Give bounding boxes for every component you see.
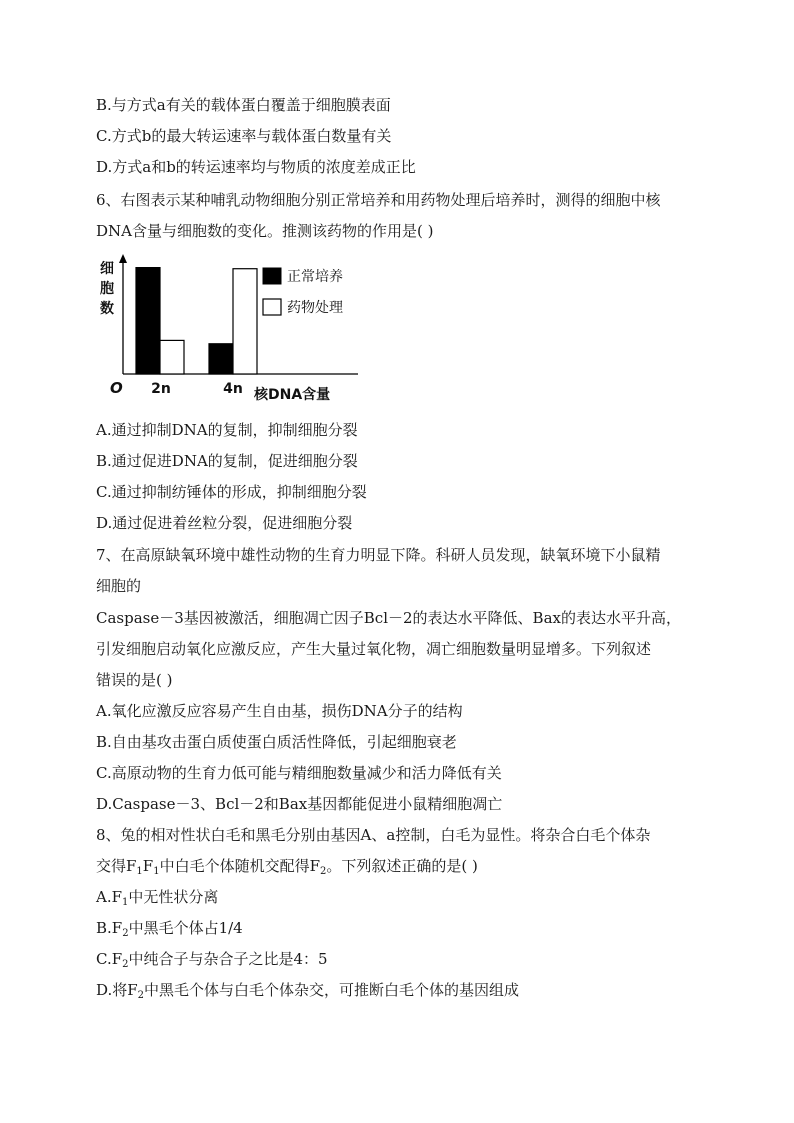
q6-option-a: A.通过抑制DNA的复制，抑制细胞分裂	[96, 421, 358, 439]
y-axis-label-2: 胞	[100, 281, 114, 297]
q7-stem-line3: Caspase－3基因被激活，细胞凋亡因子Bcl－2的表达水平降低、Bax的表达水平升高，	[96, 609, 681, 627]
q7-option-c: C.高原动物的生育力低可能与精细胞数量减少和活力降低有关	[96, 764, 502, 782]
legend-label-normal: 正常培养	[287, 269, 343, 285]
q8-option-d: D.将$F_2$中黑毛个体与白毛个体杂交，可推断白毛个体的基因组成	[96, 981, 520, 1001]
q6-bar-chart	[96, 252, 366, 412]
q7-option-b: B.自由基攻击蛋白质使蛋白质活性降低，引起细胞衰老	[96, 733, 457, 751]
q8-option-b: $B.F_2$中黑毛个体占1/4	[96, 919, 243, 939]
q7-option-d: D.Caspase－3、Bcl－2和Bax基因都能促进小鼠精细胞凋亡	[96, 795, 503, 813]
x-axis-label: 核DNA含量	[254, 387, 331, 403]
bar-4n-drug	[233, 269, 257, 374]
origin-label: O	[110, 379, 123, 397]
legend-swatch-drug	[263, 299, 281, 315]
y-axis-label-3: 数	[100, 301, 114, 317]
q5-option-b: B.与方式a有关的载体蛋白覆盖于细胞膜表面	[96, 96, 391, 114]
q7-stem-line1: 7、在高原缺氧环境中雄性动物的生育力明显下降。科研人员发现，缺氧环境下小鼠精	[96, 546, 661, 564]
bar-2n-normal	[136, 268, 160, 374]
q7-stem-line5: 错误的是( )	[96, 671, 173, 689]
y-axis-label-1: 细	[100, 261, 114, 277]
q6-option-c: C.通过抑制纺锤体的形成，抑制细胞分裂	[96, 483, 367, 501]
x-tick-4n: 4n	[223, 381, 243, 397]
q7-stem-line2: 细胞的	[96, 577, 142, 595]
q6-stem-line2: DNA含量与细胞数的变化。推测该药物的作用是( )	[96, 222, 434, 240]
q8-option-c: $C.F_2$中纯合子与杂合子之比是4：5	[96, 950, 328, 970]
q8-option-a: $A.F_1$中无性状分离	[96, 888, 219, 908]
bar-2n-drug	[160, 340, 184, 374]
q5-option-c: C.方式b的最大转运速率与载体蛋白数量有关	[96, 127, 392, 145]
q7-option-a: A.氧化应激反应容易产生自由基，损伤DNA分子的结构	[96, 702, 463, 720]
q8-stem-line1: 8、兔的相对性状白毛和黑毛分别由基因A、a控制，白毛为显性。将杂合白毛个体杂	[96, 826, 651, 844]
q6-option-b: B.通过促进DNA的复制，促进细胞分裂	[96, 452, 358, 470]
legend-swatch-normal	[263, 268, 281, 284]
bar-4n-normal	[209, 344, 233, 374]
q6-option-d: D.通过促进着丝粒分裂，促进细胞分裂	[96, 514, 353, 532]
q6-stem-line1: 6、右图表示某种哺乳动物细胞分别正常培养和用药物处理后培养时，测得的细胞中核	[96, 191, 661, 209]
q8-stem-line2: 交得$F_1F_1$中白毛个体随机交配得$F_2$。下列叙述正确的是( )	[96, 857, 478, 877]
y-axis-arrow	[119, 254, 127, 263]
x-tick-2n: 2n	[151, 381, 171, 397]
legend-label-drug: 药物处理	[287, 300, 343, 316]
q7-stem-line4: 引发细胞启动氧化应激反应，产生大量过氧化物，凋亡细胞数量明显增多。下列叙述	[96, 640, 652, 658]
q5-option-d: D.方式a和b的转运速率均与物质的浓度差成正比	[96, 158, 416, 176]
